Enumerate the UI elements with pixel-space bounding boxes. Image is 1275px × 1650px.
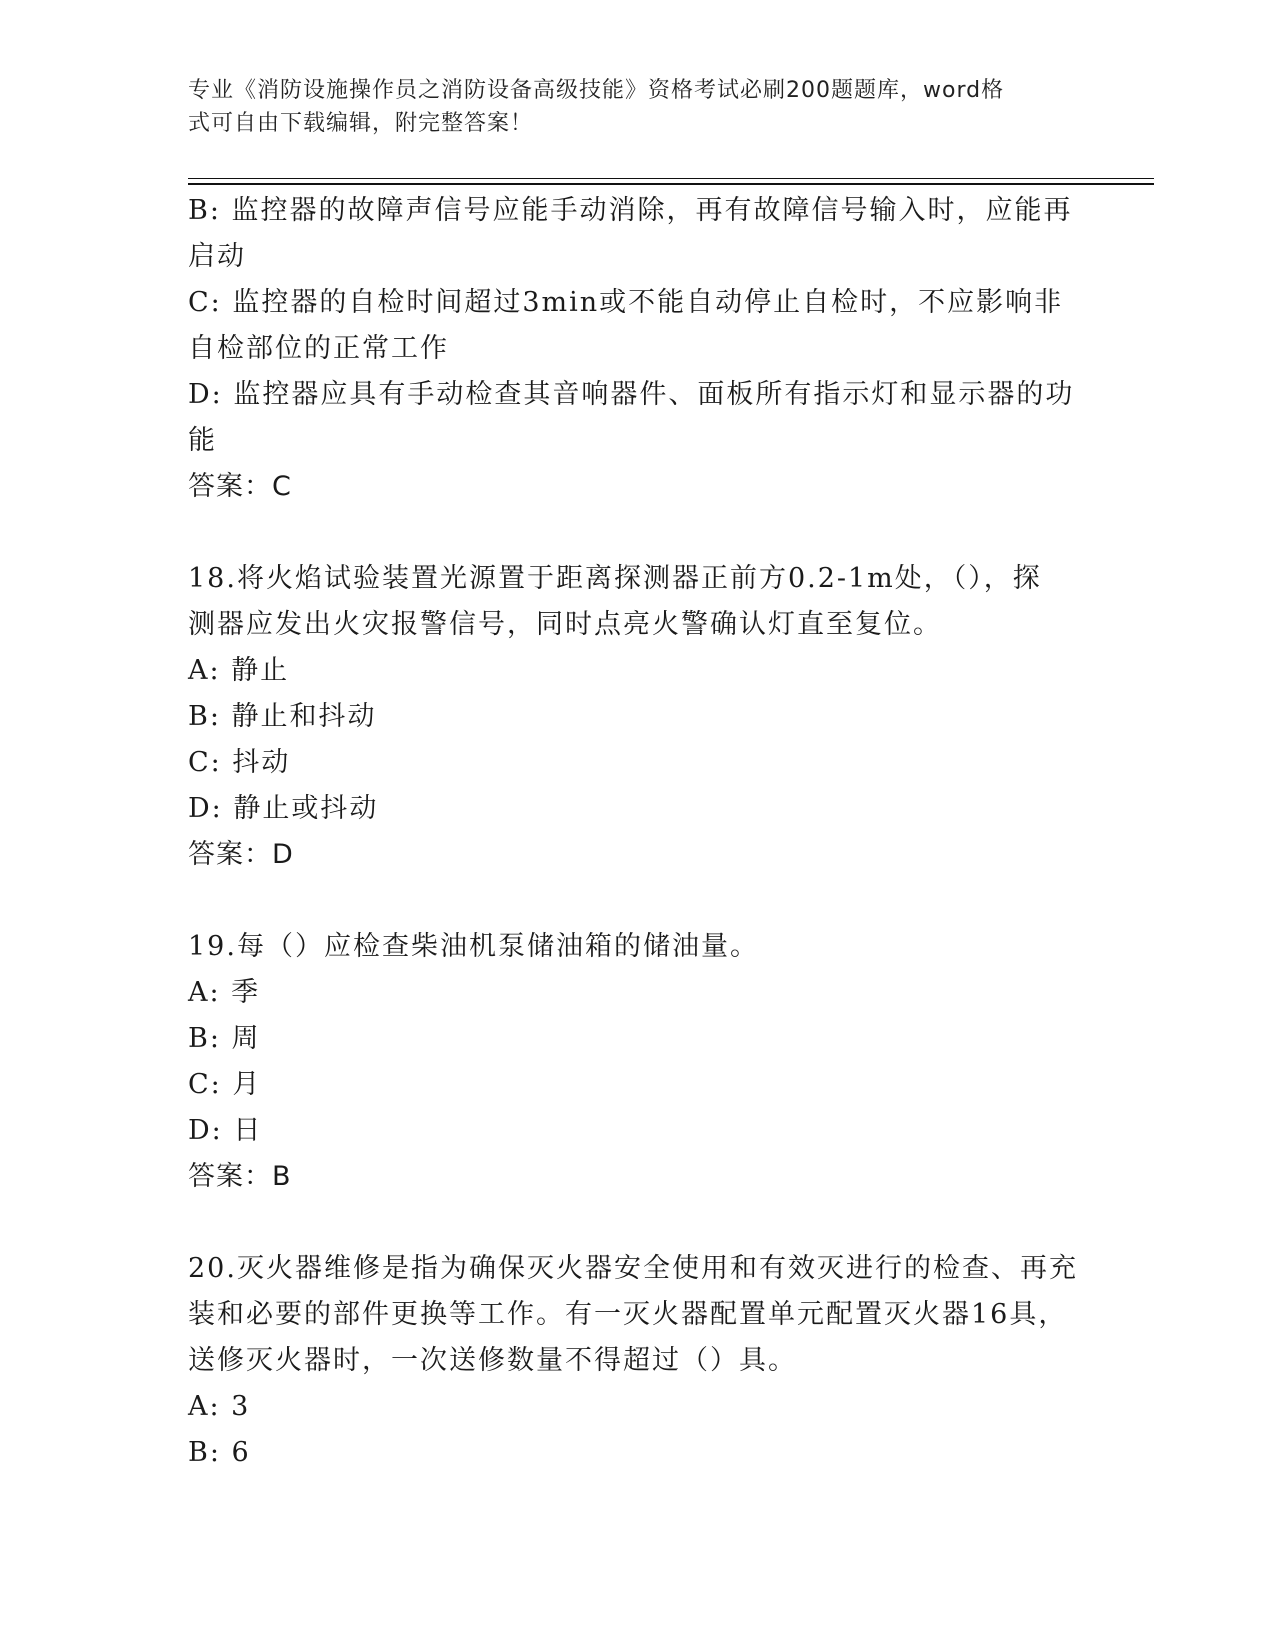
header-divider-thick [188,183,1154,185]
spacer [188,1200,1088,1246]
answer: 答案：D [188,839,294,870]
question-20 [188,1246,1088,1476]
answer: 答案：B [188,1161,292,1192]
header-title-line-2: 式可自由下载编辑，附完整答案！ [188,111,534,136]
option-d: D: 日 [188,1115,263,1146]
header-title-line-1: 专业《消防设施操作员之消防设备高级技能》资格考试必刷200题题库，word格 [188,78,1005,103]
answer: 答案：C [188,471,292,502]
document-header [188,74,1068,140]
question-18 [188,556,1088,878]
option-c: C: 抖动 [188,747,291,778]
option-b: B: 6 [188,1437,251,1468]
option-b-line-2: 启动 [188,241,246,272]
question-19 [188,924,1088,1200]
option-a: A: 3 [188,1391,251,1422]
option-b-line-1: B: 监控器的故障声信号应能手动消除，再有故障信号输入时，应能再 [188,195,1073,226]
option-b: B: 周 [188,1023,261,1054]
option-b: B: 静止和抖动 [188,701,377,732]
option-d-line-2: 能 [188,425,217,456]
option-c: C: 月 [188,1069,262,1100]
question-text-line-3: 送修灭火器时，一次送修数量不得超过（）具。 [188,1345,797,1376]
question-text-line-2: 装和必要的部件更换等工作。有一灭火器配置单元配置灭火器16具， [188,1299,1068,1330]
spacer [188,878,1088,924]
header-divider-thin [188,178,1154,179]
question-text-line-1: 20.灭火器维修是指为确保灭火器安全使用和有效灭进行的检查、再充 [188,1253,1078,1284]
question-17 [188,188,1088,510]
question-text-line-1: 18.将火焰试验装置光源置于距离探测器正前方0.2-1m处，（），探 [188,563,1042,594]
spacer [188,510,1088,556]
option-d-line-1: D: 监控器应具有手动检查其音响器件、面板所有指示灯和显示器的功 [188,379,1075,410]
question-text-line-2: 测器应发出火灾报警信号，同时点亮火警确认灯直至复位。 [188,609,942,640]
option-c-line-1: C: 监控器的自检时间超过3min或不能自动停止自检时，不应影响非 [188,287,1064,318]
option-a: A: 静止 [188,655,290,686]
option-a: A: 季 [188,977,261,1008]
question-list [188,188,1088,1476]
option-d: D: 静止或抖动 [188,793,379,824]
option-c-line-2: 自检部位的正常工作 [188,333,449,364]
question-text: 19.每（）应检查柴油机泵储油箱的储油量。 [188,931,759,962]
